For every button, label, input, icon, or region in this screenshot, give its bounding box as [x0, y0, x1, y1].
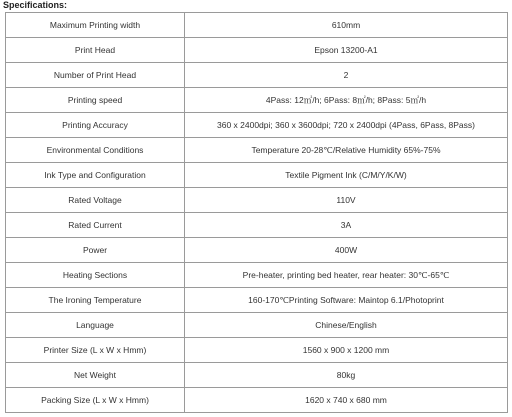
table-row: [6, 363, 508, 388]
table-row: [6, 238, 508, 263]
spec-value: Chinese/English: [185, 313, 508, 338]
spec-label: Environmental Conditions: [6, 138, 185, 163]
spec-label: Number of Print Head: [6, 63, 185, 88]
table-row: [6, 188, 508, 213]
table-row: [6, 138, 508, 163]
spec-value: 3A: [185, 213, 508, 238]
spec-label: Rated Voltage: [6, 188, 185, 213]
spec-value: Epson 13200-A1: [185, 38, 508, 63]
spec-label: Net Weight: [6, 363, 185, 388]
spec-value: Textile Pigment Ink (C/M/Y/K/W): [185, 163, 508, 188]
spec-label: Language: [6, 313, 185, 338]
table-row: [6, 288, 508, 313]
spec-label: Power: [6, 238, 185, 263]
spec-value: 2: [185, 63, 508, 88]
table-row: [6, 88, 508, 113]
table-row: [6, 63, 508, 88]
specifications-table: [5, 12, 508, 413]
table-row: [6, 313, 508, 338]
table-row: [6, 13, 508, 38]
spec-value: 80kg: [185, 363, 508, 388]
spec-value: 1620 x 740 x 680 mm: [185, 388, 508, 413]
table-row: [6, 263, 508, 288]
spec-label: Packing Size (L x W x Hmm): [6, 388, 185, 413]
spec-label: Heating Sections: [6, 263, 185, 288]
table-row: [6, 213, 508, 238]
spec-value: 1560 x 900 x 1200 mm: [185, 338, 508, 363]
spec-value: 160-170℃Printing Software: Maintop 6.1/Photoprint: [185, 288, 508, 313]
spec-label: Ink Type and Configuration: [6, 163, 185, 188]
spec-value: 4Pass: 12㎡/h; 6Pass: 8㎡/h; 8Pass: 5㎡/h: [185, 88, 508, 113]
table-row: [6, 38, 508, 63]
spec-label: Printing speed: [6, 88, 185, 113]
spec-label: Rated Current: [6, 213, 185, 238]
spec-value: 400W: [185, 238, 508, 263]
table-row: [6, 388, 508, 413]
spec-value: Pre-heater, printing bed heater, rear heater: 30℃-65℃: [185, 263, 508, 288]
spec-label: Maximum Printing width: [6, 13, 185, 38]
table-row: [6, 163, 508, 188]
table-row: [6, 113, 508, 138]
spec-label: The Ironing Temperature: [6, 288, 185, 313]
spec-label: Print Head: [6, 38, 185, 63]
spec-label: Printing Accuracy: [6, 113, 185, 138]
spec-value: 110V: [185, 188, 508, 213]
spec-value: 360 x 2400dpi; 360 x 3600dpi; 720 x 2400dpi (4Pass, 6Pass, 8Pass): [185, 113, 508, 138]
specifications-heading: Specifications:: [3, 0, 68, 10]
table-row: [6, 338, 508, 363]
spec-value: Temperature 20-28℃/Relative Humidity 65%-75%: [185, 138, 508, 163]
spec-value: 610mm: [185, 13, 508, 38]
spec-label: Printer Size (L x W x Hmm): [6, 338, 185, 363]
